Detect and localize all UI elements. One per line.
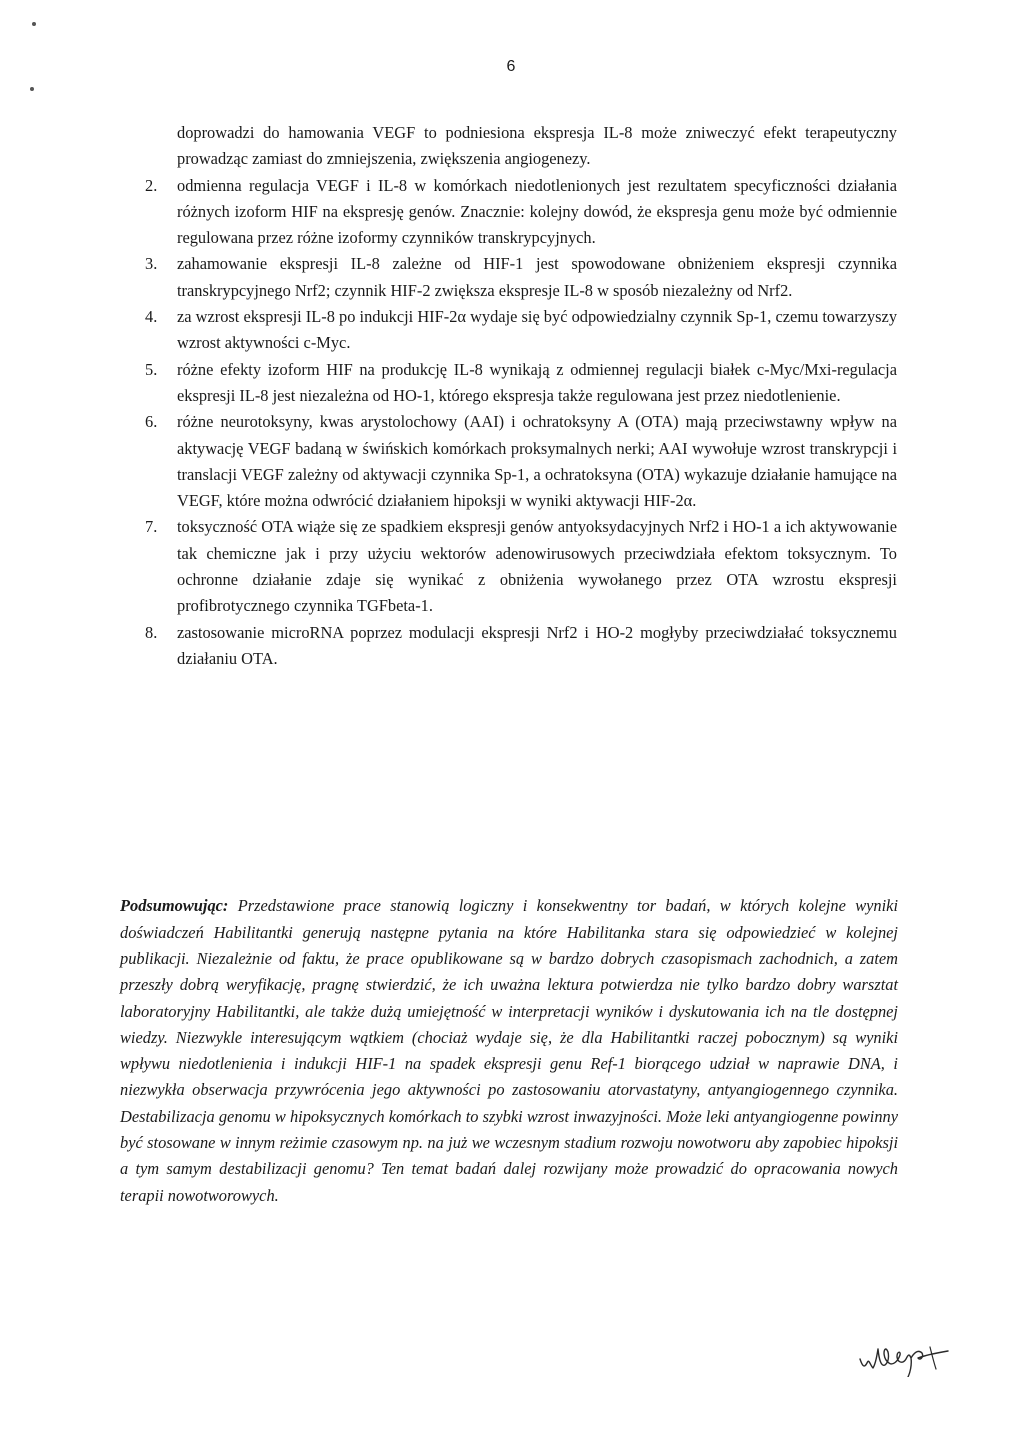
list-item-continuation bbox=[145, 120, 897, 173]
list-item bbox=[145, 251, 897, 304]
list-item-text: toksyczność OTA wiąże się ze spadkiem ekspresji genów antyoksydacyjnych Nrf2 i HO-1 a ich aktywowanie tak chemiczne jak i przy użyciu wektorów adenowirusowych przeciwdziała efektom toksycznym. To ochronne działanie zdaje się wynikać z obniżenia wywołanego przez OTA wzrostu ekspresji profibrotycznego czynnika TGFbeta-1. bbox=[177, 517, 897, 616]
list-item-text: odmienna regulacja VEGF i IL-8 w komórkach niedotlenionych jest rezultatem specyficzności działania różnych izoform HIF na ekspresję genów. Znacznie: kolejny dowód, że ekspresja genu może być odmiennie regulowana przez różne izoformy czynników transkrypcyjnych. bbox=[177, 175, 897, 248]
findings-list bbox=[145, 120, 897, 672]
findings-list-section bbox=[145, 120, 897, 672]
list-item bbox=[145, 304, 897, 357]
scan-mark-bottom bbox=[30, 87, 34, 91]
list-item-text: różne efekty izoform HIF na produkcję IL-8 wynikają z odmiennej regulacji białek c-Myc/Mxi-regulacja ekspresji IL-8 jest niezależna od HO-1, którego ekspresja także regulowana jest przez niedotlenienie. bbox=[177, 359, 897, 405]
list-item-number: 4. bbox=[145, 307, 158, 327]
list-item-text: zastosowanie microRNA poprzez modulacji ekspresji Nrf2 i HO-2 mogłyby przeciwdziałać toksycznemu działaniu OTA. bbox=[177, 622, 897, 668]
summary-paragraph bbox=[120, 893, 898, 1209]
scan-mark-top bbox=[32, 22, 36, 26]
list-item-text: za wzrost ekspresji IL-8 po indukcji HIF-2α wydaje się być odpowiedzialny czynnik Sp-1, czemu towarzyszy wzrost aktywności c-Myc. bbox=[177, 307, 898, 353]
list-item-number: 3. bbox=[145, 254, 158, 274]
list-item bbox=[145, 514, 897, 619]
list-item-text: doprowadzi do hamowania VEGF to podniesiona ekspresja IL-8 może zniweczyć efekt terapeutyczny prowadząc zamiast do zmniejszenia, zwiększenia angiogenezy. bbox=[177, 123, 897, 169]
handwritten-signature bbox=[856, 1325, 956, 1377]
list-item bbox=[145, 409, 897, 514]
list-item bbox=[145, 173, 897, 252]
list-item-number: 5. bbox=[145, 359, 158, 379]
summary-label: Podsumowując: bbox=[120, 896, 229, 916]
list-item-number: 2. bbox=[145, 175, 158, 195]
list-item-text: różne neurotoksyny, kwas arystolochowy (AAI) i ochratoksyny A (OTA) mają przeciwstawny wpływ na aktywację VEGF badaną w świńskich komórkach proksymalnych nerki; AAI wywołuje wzrost transkrypcji i translacji VEGF zależny od aktywacji czynnika Sp-1, a ochratoksyna (OTA) wykazuje działanie hamujące na VEGF, które można odwrócić działaniem hipoksji w wyniki aktywacji HIF-2α. bbox=[177, 412, 897, 511]
summary-text: Przedstawione prace stanowią logiczny i konsekwentny tor badań, w których kolejne wyniki doświadczeń Habilitantki generują następne pytania na które Habilitanka stara się odpowiedzieć w kolejnej publikacji. Niezależnie od faktu, że prace opublikowane są w bardzo dobrych czasopismach zachodnich, a zatem przeszły dobrą weryfikację, pragnę stwierdzić, że ich uważna lektura potwierdza nie tylko bardzo dobry warsztat laboratoryjny Habilitantki, ale także dużą umiejętność w interpretacji wyników i dyskutowania ich na tle dostępnej wiedzy. Niezwykle interesującym wątkiem (chociaż wydaje się, że dla Habilitantki raczej pobocznym) są wyniki wpływu niedotlenienia i indukcji HIF-1 na spadek ekspresji genu Ref-1 biorącego udział w naprawie DNA, i niezwykła obserwacja przywrócenia jego aktywności po zastosowaniu atorvastatyny, antyangiogennego czynnika. Destabilizacja genomu w hipoksycznych komórkach to szybki wzrost inwazyjności. Może leki antyangiogenne powinny być stosowane w innym reżimie czasowym np. na już we wczesnym stadium rozwoju nowotworu aby zapobiec hipoksji a tym samym destabilizacji genomu? Ten temat badań dalej rozwijany może prowadzić do opracowania nowych terapii nowotworowych. bbox=[120, 896, 898, 1205]
list-item-number: 6. bbox=[145, 412, 158, 432]
list-item-text: zahamowanie ekspresji IL-8 zależne od HIF-1 jest spowodowane obniżeniem ekspresji czynnika transkrypcyjnego Nrf2; czynnik HIF-2 zwiększa ekspresje IL-8 w sposób niezależny od Nrf2. bbox=[177, 254, 897, 300]
list-item bbox=[145, 620, 897, 673]
list-item bbox=[145, 357, 897, 410]
list-item-number: 8. bbox=[145, 622, 158, 642]
list-item-number: 7. bbox=[145, 517, 158, 537]
page-number: 6 bbox=[506, 58, 516, 75]
